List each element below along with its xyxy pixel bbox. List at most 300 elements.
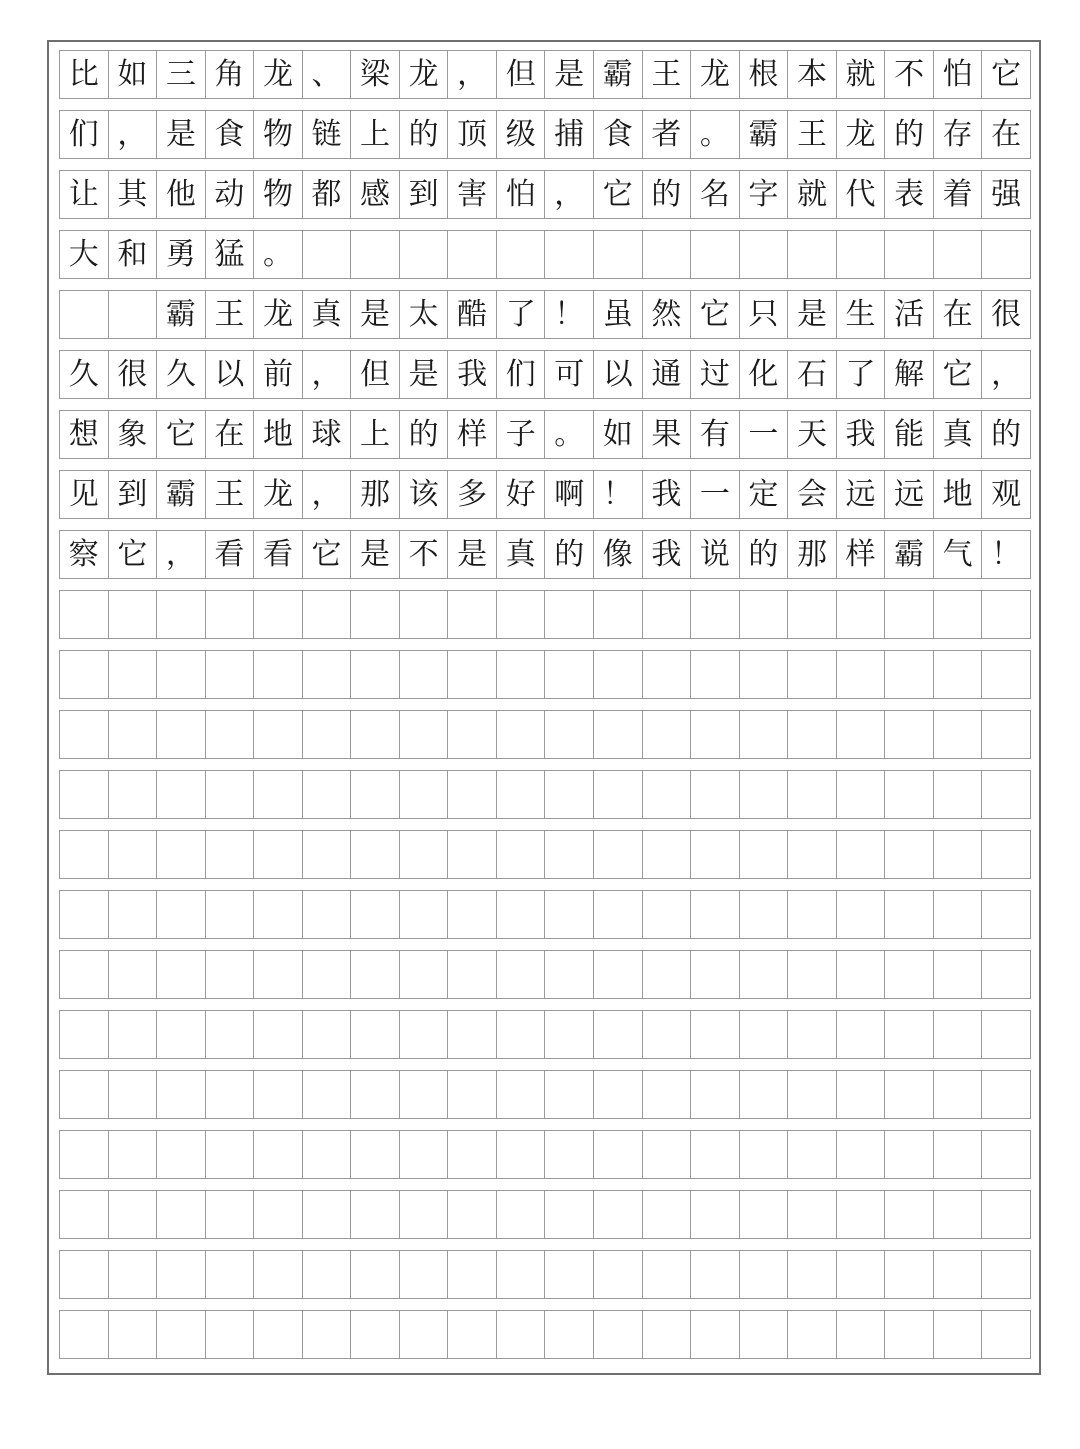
grid-cell xyxy=(643,711,692,758)
grid-cell xyxy=(448,951,497,998)
grid-row-empty xyxy=(59,950,1031,999)
grid-cell xyxy=(885,771,934,818)
grid-cell xyxy=(594,711,643,758)
grid-cell xyxy=(206,1011,255,1058)
grid-cell xyxy=(206,1251,255,1298)
grid-cell xyxy=(740,1311,789,1358)
grid-cell xyxy=(691,1251,740,1298)
grid-cell xyxy=(885,1311,934,1358)
grid-cell xyxy=(303,771,352,818)
grid-cell xyxy=(303,591,352,638)
grid-row-empty xyxy=(59,1190,1031,1239)
grid-cell xyxy=(545,1071,594,1118)
grid-cell xyxy=(400,1071,449,1118)
grid-cell: 活 xyxy=(885,291,934,338)
grid-cell xyxy=(740,651,789,698)
grid-cell: 我 xyxy=(643,531,692,578)
grid-cell: 了 xyxy=(837,351,886,398)
grid-cell xyxy=(934,1071,983,1118)
grid-cell xyxy=(109,1311,158,1358)
grid-cell xyxy=(837,951,886,998)
grid-cell: 动 xyxy=(206,171,255,218)
grid-cell xyxy=(982,231,1031,278)
grid-cell xyxy=(885,711,934,758)
grid-cell xyxy=(157,951,206,998)
grid-cell xyxy=(934,1311,983,1358)
grid-cell xyxy=(545,951,594,998)
grid-cell xyxy=(837,831,886,878)
grid-cell xyxy=(497,1251,546,1298)
grid-cell xyxy=(594,1011,643,1058)
grid-cell: 它 xyxy=(157,411,206,458)
grid-cell: 察 xyxy=(60,531,109,578)
grid-cell: 猛 xyxy=(206,231,255,278)
grid-cell xyxy=(497,591,546,638)
grid-cell xyxy=(497,651,546,698)
grid-cell xyxy=(351,711,400,758)
grid-cell xyxy=(594,591,643,638)
grid-cell xyxy=(157,771,206,818)
grid-cell: 们 xyxy=(60,111,109,158)
grid-cell xyxy=(934,591,983,638)
grid-cell xyxy=(740,831,789,878)
grid-cell: 的 xyxy=(545,531,594,578)
grid-cell: ， xyxy=(303,351,352,398)
grid-cell xyxy=(788,651,837,698)
grid-cell: 过 xyxy=(691,351,740,398)
grid-cell: 怕 xyxy=(934,51,983,98)
grid-cell: 着 xyxy=(934,171,983,218)
grid-cell: 强 xyxy=(982,171,1031,218)
grid-cell xyxy=(497,1071,546,1118)
grid-cell: 三 xyxy=(157,51,206,98)
grid-cell: 说 xyxy=(691,531,740,578)
grid-cell: 啊 xyxy=(545,471,594,518)
grid-cell xyxy=(837,1011,886,1058)
grid-cell xyxy=(448,1311,497,1358)
grid-cell xyxy=(157,1071,206,1118)
grid-cell xyxy=(109,771,158,818)
grid-cell xyxy=(157,831,206,878)
grid-cell xyxy=(934,1251,983,1298)
grid-cell xyxy=(643,1011,692,1058)
grid-cell xyxy=(206,1311,255,1358)
grid-cell xyxy=(448,1071,497,1118)
grid-cell xyxy=(400,1191,449,1238)
grid-cell xyxy=(351,1251,400,1298)
grid-cell xyxy=(740,1071,789,1118)
grid-cell: 龙 xyxy=(254,471,303,518)
grid-cell: 者 xyxy=(643,111,692,158)
grid-cell: 看 xyxy=(254,531,303,578)
grid-cell: 王 xyxy=(206,291,255,338)
grid-cell xyxy=(982,771,1031,818)
grid-cell: 如 xyxy=(594,411,643,458)
grid-cell xyxy=(109,711,158,758)
grid-cell xyxy=(788,1311,837,1358)
grid-cell xyxy=(60,1251,109,1298)
grid-cell xyxy=(303,651,352,698)
grid-cell xyxy=(594,951,643,998)
grid-cell xyxy=(303,1311,352,1358)
grid-cell xyxy=(643,1311,692,1358)
grid-cell xyxy=(885,951,934,998)
grid-cell xyxy=(109,951,158,998)
grid-cell xyxy=(109,831,158,878)
grid-cell: 样 xyxy=(448,411,497,458)
grid-cell xyxy=(740,1191,789,1238)
grid-cell xyxy=(594,651,643,698)
grid-cell: 它 xyxy=(691,291,740,338)
grid-cell xyxy=(691,771,740,818)
grid-cell: 是 xyxy=(351,531,400,578)
grid-cell: 龙 xyxy=(837,111,886,158)
grid-cell: 但 xyxy=(351,351,400,398)
grid-cell: 多 xyxy=(448,471,497,518)
grid-cell xyxy=(448,1011,497,1058)
grid-cell xyxy=(351,651,400,698)
grid-cell: 其 xyxy=(109,171,158,218)
grid-cell: 我 xyxy=(643,471,692,518)
grid-cell: 级 xyxy=(497,111,546,158)
grid-cell xyxy=(594,1311,643,1358)
grid-cell: 虽 xyxy=(594,291,643,338)
grid-cell: 勇 xyxy=(157,231,206,278)
grid-cell: 怕 xyxy=(497,171,546,218)
grid-cell xyxy=(254,951,303,998)
grid-cell xyxy=(351,591,400,638)
grid-cell xyxy=(837,1251,886,1298)
grid-cell xyxy=(60,831,109,878)
grid-cell xyxy=(740,771,789,818)
grid-cell xyxy=(691,891,740,938)
grid-cell: 霸 xyxy=(157,471,206,518)
grid-cell xyxy=(982,1191,1031,1238)
grid-cell: 是 xyxy=(351,291,400,338)
grid-cell xyxy=(206,1191,255,1238)
grid-cell xyxy=(400,651,449,698)
grid-cell xyxy=(400,1251,449,1298)
grid-cell xyxy=(497,1131,546,1178)
grid-cell: 霸 xyxy=(157,291,206,338)
grid-cell xyxy=(157,1311,206,1358)
grid-cell: 它 xyxy=(594,171,643,218)
grid-cell xyxy=(60,591,109,638)
grid-cell: 的 xyxy=(982,411,1031,458)
grid-cell: 见 xyxy=(60,471,109,518)
grid-cell: 它 xyxy=(109,531,158,578)
grid-cell xyxy=(837,1131,886,1178)
grid-cell xyxy=(934,951,983,998)
grid-cell: 通 xyxy=(643,351,692,398)
grid-cell: 一 xyxy=(691,471,740,518)
grid-cell xyxy=(60,771,109,818)
grid-cell: 了 xyxy=(497,291,546,338)
grid-cell xyxy=(788,591,837,638)
grid-cell xyxy=(351,231,400,278)
grid-cell xyxy=(448,231,497,278)
grid-row-empty xyxy=(59,1070,1031,1119)
grid-cell xyxy=(303,1251,352,1298)
grid-cell: 。 xyxy=(254,231,303,278)
grid-cell xyxy=(982,891,1031,938)
grid-cell xyxy=(109,1131,158,1178)
grid-cell: 比 xyxy=(60,51,109,98)
grid-cell: 字 xyxy=(740,171,789,218)
grid-cell xyxy=(448,651,497,698)
grid-cell xyxy=(254,831,303,878)
grid-cell xyxy=(497,1311,546,1358)
grid-cell xyxy=(497,891,546,938)
grid-cell xyxy=(400,1311,449,1358)
grid-cell xyxy=(934,711,983,758)
grid-cell: 到 xyxy=(400,171,449,218)
grid-cell xyxy=(254,591,303,638)
grid-cell: 感 xyxy=(351,171,400,218)
grid-cell: 龙 xyxy=(254,291,303,338)
grid-cell xyxy=(837,1311,886,1358)
grid-cell xyxy=(885,231,934,278)
grid-cell xyxy=(740,1131,789,1178)
grid-cell: 食 xyxy=(594,111,643,158)
grid-cell xyxy=(254,1011,303,1058)
grid-cell xyxy=(303,1071,352,1118)
grid-cell xyxy=(60,1131,109,1178)
grid-cell xyxy=(400,951,449,998)
grid-row xyxy=(59,470,1031,519)
grid-cell: 天 xyxy=(788,411,837,458)
grid-cell xyxy=(254,1191,303,1238)
grid-cell xyxy=(837,1071,886,1118)
grid-cell xyxy=(206,771,255,818)
grid-cell: 代 xyxy=(837,171,886,218)
grid-cell xyxy=(594,891,643,938)
grid-cell xyxy=(157,891,206,938)
grid-cell: 我 xyxy=(837,411,886,458)
grid-cell: 龙 xyxy=(254,51,303,98)
grid-cell xyxy=(303,1011,352,1058)
grid-cell: 定 xyxy=(740,471,789,518)
grid-row-empty xyxy=(59,650,1031,699)
grid-cell xyxy=(885,651,934,698)
grid-cell: 象 xyxy=(109,411,158,458)
grid-cell xyxy=(60,711,109,758)
grid-cell xyxy=(740,891,789,938)
grid-cell: 的 xyxy=(885,111,934,158)
grid-cell xyxy=(982,831,1031,878)
grid-cell: 们 xyxy=(497,351,546,398)
grid-cell: 气 xyxy=(934,531,983,578)
grid-cell: 上 xyxy=(351,411,400,458)
grid-cell xyxy=(351,891,400,938)
grid-cell xyxy=(157,1191,206,1238)
grid-cell xyxy=(545,1131,594,1178)
grid-cell xyxy=(934,891,983,938)
grid-cell xyxy=(934,1131,983,1178)
grid-cell xyxy=(254,1071,303,1118)
grid-cell xyxy=(60,891,109,938)
grid-cell xyxy=(594,1191,643,1238)
grid-cell xyxy=(254,1131,303,1178)
grid-cell xyxy=(885,1191,934,1238)
grid-cell xyxy=(691,831,740,878)
grid-cell: 存 xyxy=(934,111,983,158)
grid-cell: 。 xyxy=(545,411,594,458)
grid-cell: 真 xyxy=(303,291,352,338)
grid-cell: 上 xyxy=(351,111,400,158)
grid-cell: 久 xyxy=(60,351,109,398)
grid-row xyxy=(59,290,1031,339)
grid-cell: 的 xyxy=(400,411,449,458)
grid-cell: 是 xyxy=(448,531,497,578)
grid-cell xyxy=(400,831,449,878)
grid-cell: 那 xyxy=(351,471,400,518)
grid-cell: 在 xyxy=(934,291,983,338)
grid-cell: 会 xyxy=(788,471,837,518)
grid-cell xyxy=(594,771,643,818)
grid-cell xyxy=(788,1131,837,1178)
grid-cell xyxy=(303,1191,352,1238)
grid-cell xyxy=(643,651,692,698)
grid-cell: 生 xyxy=(837,291,886,338)
grid-row xyxy=(59,230,1031,279)
grid-cell: ， xyxy=(303,471,352,518)
grid-cell xyxy=(691,1071,740,1118)
grid-cell xyxy=(545,1251,594,1298)
grid-cell xyxy=(109,1011,158,1058)
grid-cell: ， xyxy=(448,51,497,98)
grid-cell xyxy=(206,831,255,878)
grid-cell xyxy=(934,1191,983,1238)
grid-cell: 王 xyxy=(643,51,692,98)
grid-cell xyxy=(448,771,497,818)
grid-cell xyxy=(837,711,886,758)
grid-cell: ， xyxy=(545,171,594,218)
grid-cell: 顶 xyxy=(448,111,497,158)
grid-cell xyxy=(788,231,837,278)
grid-cell xyxy=(109,291,158,338)
grid-cell xyxy=(157,1251,206,1298)
grid-cell xyxy=(837,591,886,638)
grid-cell xyxy=(109,1191,158,1238)
writing-paper xyxy=(47,40,1041,1375)
grid-cell xyxy=(885,831,934,878)
grid-cell: 王 xyxy=(788,111,837,158)
grid-cell xyxy=(934,771,983,818)
grid-cell xyxy=(60,1311,109,1358)
grid-cell xyxy=(643,1251,692,1298)
grid-cell xyxy=(837,651,886,698)
grid-cell xyxy=(351,951,400,998)
grid-cell xyxy=(448,1191,497,1238)
grid-cell xyxy=(60,1011,109,1058)
grid-cell xyxy=(643,891,692,938)
grid-cell xyxy=(497,951,546,998)
grid-cell: ！ xyxy=(545,291,594,338)
grid-cell: 。 xyxy=(691,111,740,158)
grid-cell xyxy=(643,1071,692,1118)
grid-row-empty xyxy=(59,890,1031,939)
grid-cell: 酷 xyxy=(448,291,497,338)
grid-cell: 根 xyxy=(740,51,789,98)
grid-cell: 是 xyxy=(788,291,837,338)
grid-cell: 该 xyxy=(400,471,449,518)
grid-row xyxy=(59,110,1031,159)
grid-cell xyxy=(303,951,352,998)
grid-cell xyxy=(254,1311,303,1358)
grid-cell: 能 xyxy=(885,411,934,458)
grid-row-empty xyxy=(59,830,1031,879)
grid-cell xyxy=(545,1011,594,1058)
grid-cell: 可 xyxy=(545,351,594,398)
grid-cell: 很 xyxy=(982,291,1031,338)
grid-cell: 是 xyxy=(400,351,449,398)
grid-cell: 一 xyxy=(740,411,789,458)
grid-cell: 然 xyxy=(643,291,692,338)
grid-cell: ， xyxy=(982,351,1031,398)
grid-cell xyxy=(885,1011,934,1058)
grid-cell xyxy=(206,1131,255,1178)
grid-cell xyxy=(157,711,206,758)
grid-cell: 观 xyxy=(982,471,1031,518)
grid-cell: 它 xyxy=(934,351,983,398)
grid-cell: 真 xyxy=(934,411,983,458)
grid-cell xyxy=(254,1251,303,1298)
grid-cell xyxy=(60,1071,109,1118)
grid-row-empty xyxy=(59,710,1031,759)
grid-cell xyxy=(594,231,643,278)
grid-cell: 好 xyxy=(497,471,546,518)
grid-cell xyxy=(60,291,109,338)
grid-cell xyxy=(351,1311,400,1358)
grid-cell xyxy=(982,1071,1031,1118)
grid-cell: 解 xyxy=(885,351,934,398)
grid-cell xyxy=(691,1311,740,1358)
grid-cell xyxy=(643,1131,692,1178)
grid-row-empty xyxy=(59,1250,1031,1299)
grid-cell xyxy=(157,651,206,698)
grid-cell xyxy=(788,1011,837,1058)
grid-cell xyxy=(109,1071,158,1118)
grid-cell xyxy=(497,711,546,758)
grid-cell: 它 xyxy=(982,51,1031,98)
grid-cell xyxy=(691,951,740,998)
grid-row-empty xyxy=(59,590,1031,639)
grid-cell xyxy=(982,1251,1031,1298)
grid-cell xyxy=(643,591,692,638)
grid-cell xyxy=(691,651,740,698)
grid-cell xyxy=(885,1251,934,1298)
grid-cell xyxy=(691,231,740,278)
grid-cell xyxy=(934,651,983,698)
grid-cell: 地 xyxy=(934,471,983,518)
grid-cell: 物 xyxy=(254,171,303,218)
grid-row-empty xyxy=(59,770,1031,819)
grid-cell: 以 xyxy=(594,351,643,398)
grid-cell: 石 xyxy=(788,351,837,398)
grid-cell: 地 xyxy=(254,411,303,458)
grid-cell xyxy=(60,651,109,698)
grid-cell xyxy=(351,771,400,818)
grid-row-empty xyxy=(59,1310,1031,1359)
grid-cell xyxy=(982,1131,1031,1178)
grid-row xyxy=(59,50,1031,99)
grid-cell xyxy=(545,591,594,638)
grid-cell xyxy=(643,231,692,278)
grid-cell xyxy=(982,651,1031,698)
grid-cell: 久 xyxy=(157,351,206,398)
grid-cell xyxy=(740,951,789,998)
